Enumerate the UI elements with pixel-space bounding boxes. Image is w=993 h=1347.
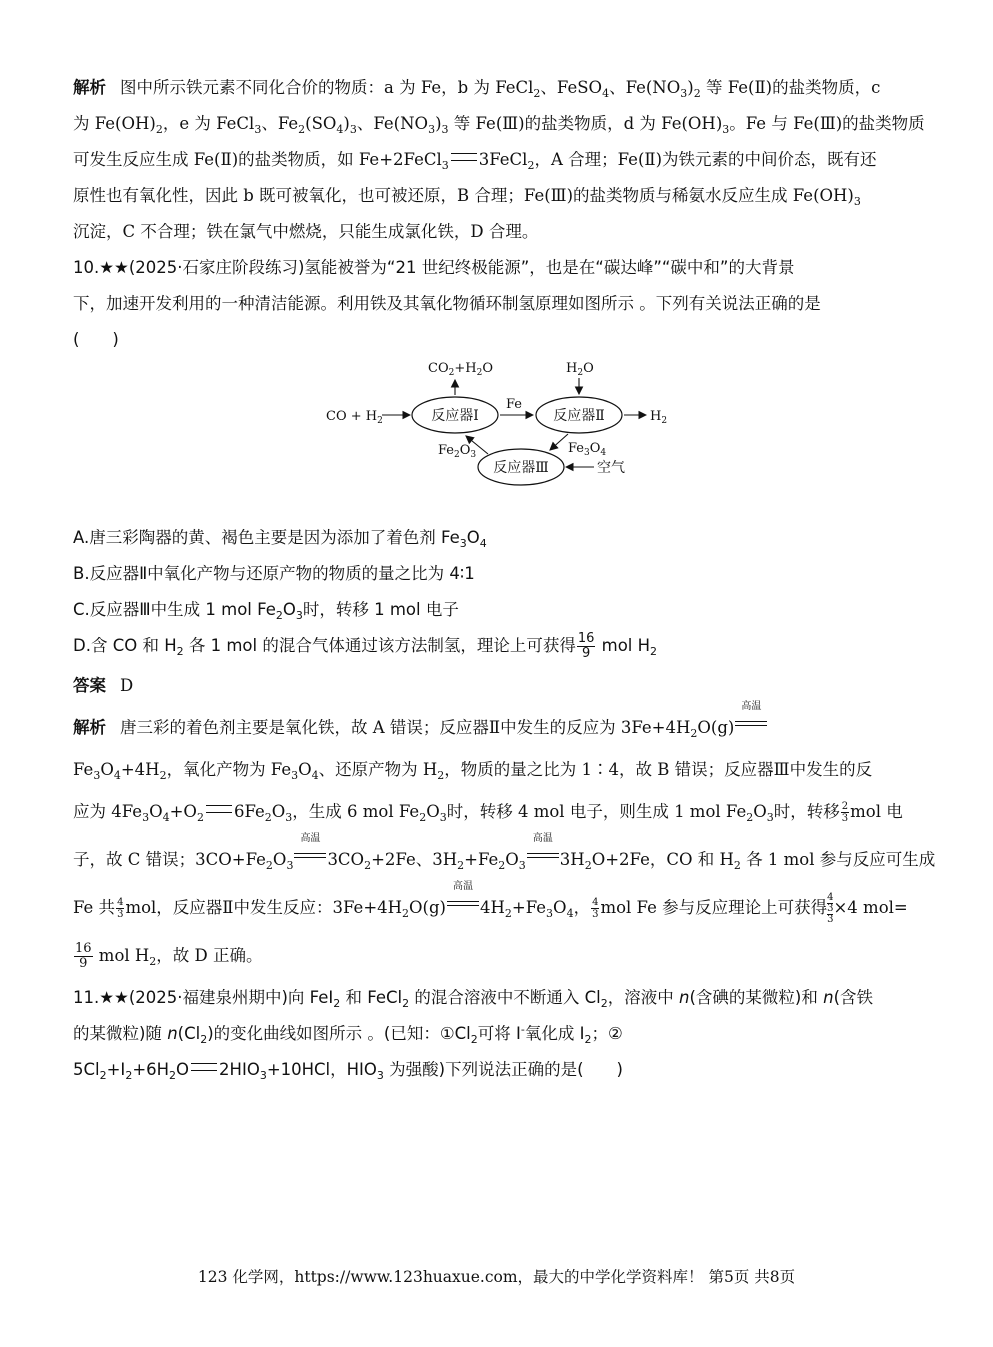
answer-label: 答案 [73, 676, 106, 695]
analysis9-line2: 为 $Fe(OH)_2$，e 为 FeCl$_3$、$Fe_2(SO_4)_3$、$Fe(NO_3)_3$ 等 Fe(Ⅲ)的盐类物质，d 为 $Fe(OH)_3$。Fe 与 Fe(Ⅲ)的盐类物质 [73, 114, 925, 136]
air-label: 空气 [597, 460, 625, 476]
h2-output-label: $H_2$ [650, 409, 668, 426]
q10-analysis-line5: Fe 共 $\frac{4}{3}$ mol，反应器Ⅱ中发生反应：$3Fe+4H_2O(g)$ 高温 $4H_2+Fe_3O_4$， $\frac{4}{3}$ mol Fe 参与反应理论上可获得 $\frac{4}{\frac{3}{3}}$ ×4 mol= [73, 881, 908, 925]
reactor-1-label: 反应器Ⅰ [431, 408, 479, 424]
answer-value: D [120, 676, 134, 695]
q10-option-b: B.反应器Ⅱ中氧化产物与还原产物的物质的量之比为 4∶1 [73, 564, 475, 583]
reactor-2-label: 反应器Ⅱ [553, 408, 605, 424]
reactor-3-label: 反应器Ⅲ [493, 460, 549, 476]
fe3o4-arrow [550, 434, 568, 450]
analysis-label-2: 解析 [73, 718, 106, 737]
q10-option-d: D.含 CO 和 $H_2$ 各 1 mol 的混合气体通过该方法制氢，理论上可获得 $\frac{16}{9}$ mol $H_2$ [73, 631, 658, 661]
analysis9-line5: 沉淀，C 不合理；铁在氯气中燃烧，只能生成氯化铁，D 合理。 [73, 222, 539, 241]
q10-stem-line2: 下，加速开发利用的一种清洁能源。利用铁及其氧化物循环制氢原理如图所示 。下列有关说法正确的是 [73, 294, 821, 313]
fe-label: Fe [506, 397, 523, 412]
analysis9-line4: 原性也有氧化性，因此 b 既可被氧化，也可被还原，B 合理；Fe(Ⅲ)的盐类物质与稀氨水反应生成 $Fe(OH)_3$ [73, 186, 861, 208]
q10-answer-blank: ( ) [73, 330, 119, 349]
q10-analysis-line3: 应为 $4Fe_3O_4+O_2$ $6Fe_2O_3$，生成 6 mol $Fe_2O_3$时，转移 4 mol 电子，则生成 1 mol $Fe_2O_3$时，转移 $\frac{2}{3}$ mol 电 [73, 801, 903, 824]
q11-stem-line1: 11.★★(2025·福建泉州期中)向 FeI$_2$ 和 FeCl$_2$ 的混合溶液中不断通入 $Cl_2$，溶液中 n(含碘的某微粒)和 n(含铁 [73, 988, 873, 1010]
co2-h2o-label: $CO_2+H_2O$ [428, 361, 493, 378]
analysis9-line1: 解析 图中所示铁元素不同化合价的物质：a 为 Fe，b 为 FeCl$_2$、FeSO$_4$、$Fe(NO_3)_2$ 等 Fe(Ⅱ)的盐类物质，c [73, 78, 881, 100]
fraction-16-9: $\frac{16}{9}$ [577, 631, 595, 661]
q10-option-c: C.反应器Ⅲ中生成 1 mol $Fe_2O_3$时，转移 1 mol 电子 [73, 600, 459, 622]
q10-analysis-line2: $Fe_3O_4+4H_2$，氧化产物为 $Fe_3O_4$、还原产物为 $H_2$，物质的量之比为 1∶4，故 B 错误；反应器Ⅲ中发生的反 [73, 760, 873, 782]
q10-answer [73, 668, 923, 704]
q11-stem-line2: 的某微粒)随 $n(Cl_2)$的变化曲线如图所示 。(已知：$①Cl_2$可将 I-氧化成 $I_2$；② [73, 1023, 623, 1046]
page-footer: 123 化学网，https://www.123huaxue.com，最大的中学化学资料库！ 第5页 共8页 [197, 1268, 796, 1286]
q10-analysis-line4: 子，故 C 错误；$3CO+Fe_2O_3$ 高温 $3CO_2+2Fe$、$3H_2+Fe_2O_3$ 高温 $3H_2O+2Fe$，CO 和 $H_2$ 各 1 mol 参与反应可生成 [73, 833, 936, 872]
analysis9-line3: 可发生反应生成 Fe(Ⅱ)的盐类物质，如 Fe+2FeCl$_3$ 3FeCl$_2$，A 合理；Fe(Ⅱ)为铁元素的中间价态，既有还 [73, 150, 877, 172]
q10-analysis-line1: 解析 唐三彩的着色剂主要是氧化铁，故 A 错误；反应器Ⅱ中发生的反应为 $3Fe+4H_2O(g)$ 高温 [73, 704, 923, 752]
q10-stem-line1: 10.★★(2025·石家庄阶段练习)氢能被誉为“21 世纪终极能源”，也是在“碳达峰”“碳中和”的大背景 [73, 258, 795, 277]
page-content [73, 70, 936, 1088]
fe2o3-label: $Fe_2O_3$ [438, 443, 477, 460]
q10-option-a: A.唐三彩陶器的黄、褐色主要是因为添加了着色剂 $Fe_3O_4$ [73, 528, 487, 550]
co-h2-input-label: CO + $H_2$ [326, 409, 383, 426]
hydrogen-cycle-diagram [250, 282, 710, 502]
q10-analysis-line6: $\frac{16}{9}$ mol $H_2$，故 D 正确。 [75, 941, 263, 971]
h2o-input-label: $H_2O$ [566, 361, 594, 378]
q11-stem-line3: $5Cl_2+I_2+6H_2O$ $2HIO_3+10HCl$，$HIO_3$ 为强酸)下列说法正确的是( ) [73, 1060, 623, 1082]
analysis-label: 解析 [73, 78, 106, 97]
fe3o4-label: $Fe_3O_4$ [568, 441, 607, 458]
